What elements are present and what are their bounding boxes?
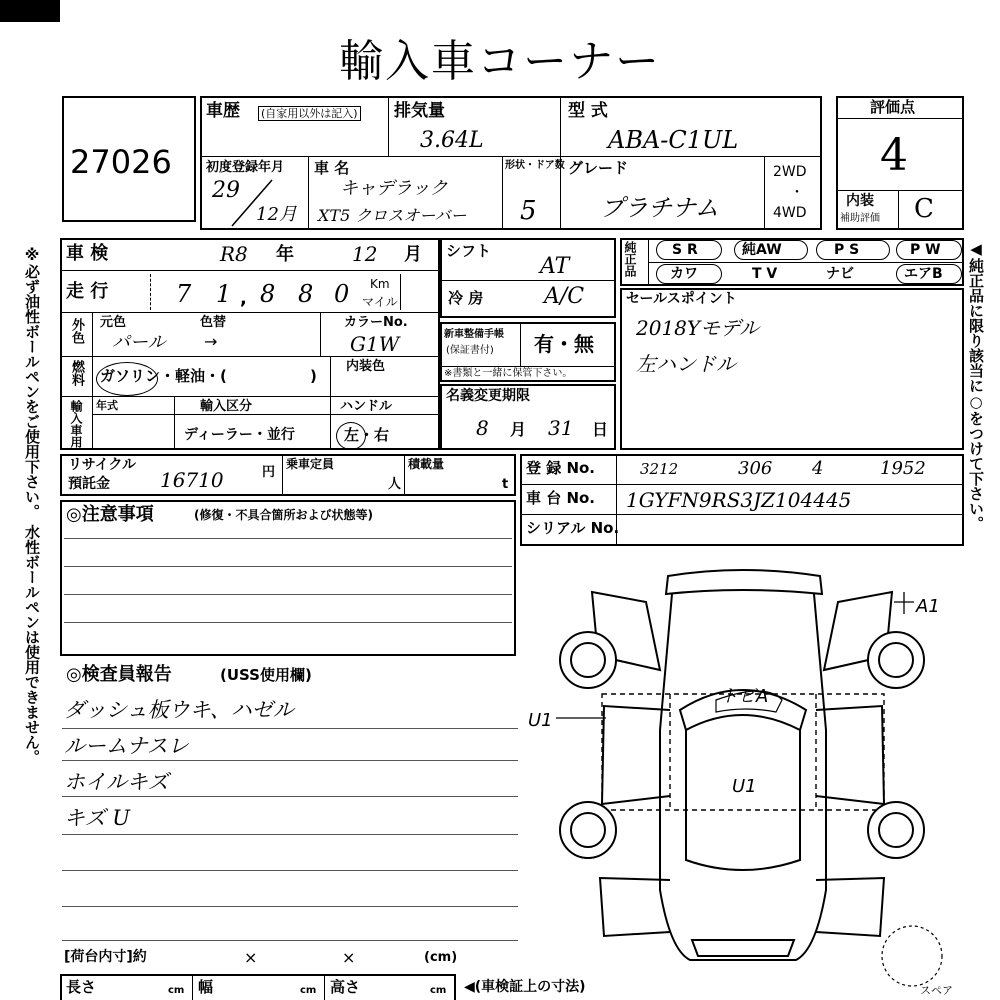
mileage-digit-5: 0 <box>334 280 350 308</box>
mileage-digit-2: 1 <box>216 280 232 308</box>
first-reg-year: 29 <box>212 178 240 203</box>
exterior-color-value: パール <box>112 332 166 353</box>
model-type-value: ABA-C1UL <box>608 126 739 154</box>
dims-block <box>60 974 456 1000</box>
mark-u1-roof: U1 <box>732 776 757 797</box>
dims-height-unit: cm <box>430 985 447 996</box>
record-book-note: ※書類と一緒に保管下さい。 <box>444 368 573 379</box>
name-change-month: 月 <box>510 420 527 439</box>
page-title: 輸入車コーナー <box>339 36 661 87</box>
equip-aw-label: 純AW <box>742 242 782 258</box>
exterior-arrow: → <box>204 332 218 351</box>
wheels <box>560 632 924 858</box>
equip-navi-label: ナビ <box>826 266 854 282</box>
handle-circle <box>336 422 366 450</box>
fuel-label: 燃料 <box>69 360 84 386</box>
mileage-digit-1: 7 <box>176 280 192 308</box>
mileage-unit-km: Km <box>370 277 390 291</box>
displacement-label: 排気量 <box>394 101 445 121</box>
mileage-unit-mile: マイル <box>362 295 398 309</box>
exterior-orig-label: 元色 <box>100 315 127 330</box>
name-change-day: 日 <box>592 420 609 439</box>
record-book-label: 新車整備手帳 <box>444 329 504 340</box>
registration-part1: 3212 <box>640 460 679 478</box>
car-outline <box>592 570 892 960</box>
registration-part2: 306 <box>738 458 773 479</box>
inspector-line-4: キズ U <box>64 806 130 830</box>
spare-label: スペア <box>920 984 953 996</box>
name-change-month-value: 8 <box>476 416 489 440</box>
name-change-label: 名義変更期限 <box>446 388 530 404</box>
inspection-month: 月 <box>404 244 422 265</box>
dims-length-unit: cm <box>168 985 185 996</box>
caution-label: ◎注意事項 <box>66 504 154 525</box>
load-label: 積載量 <box>408 457 445 471</box>
doors-label: 形状・ドア数 <box>505 160 565 171</box>
drive-dot: ・ <box>790 185 804 201</box>
side-note-left: ※必ず油性ボールペンをご使用下さい。 水性ボールペンは使用できません。 <box>23 246 41 765</box>
dims-height: 高さ <box>330 978 361 996</box>
doors-value: 5 <box>520 196 537 226</box>
sales-point-line1: 2018Yモデル <box>636 316 760 340</box>
registration-mark <box>0 0 60 22</box>
equip-pw-label: P W <box>910 242 941 258</box>
equipment-title: 純正品 <box>623 241 637 277</box>
mileage-digit-3: 8 <box>260 280 276 308</box>
spare-wheel <box>882 926 942 986</box>
history-label: 車歴 <box>206 101 240 121</box>
mark-windshield: トビA <box>720 686 769 707</box>
inspection-label: 車 検 <box>66 243 109 264</box>
first-reg-label: 初度登録年月 <box>206 160 285 175</box>
recycle-label-2: 預託金 <box>68 476 110 492</box>
import-year-label: 年式 <box>96 399 118 412</box>
inspection-era: R8 <box>220 242 248 266</box>
name-change-day-value: 31 <box>548 416 574 440</box>
dims-width: 幅 <box>198 978 214 996</box>
capacity-unit: 人 <box>388 477 402 492</box>
first-reg-month: 12月 <box>256 204 297 225</box>
mileage-label: 走 行 <box>66 281 109 302</box>
registration-part4: 1952 <box>880 458 926 479</box>
load-unit: t <box>502 477 509 492</box>
equip-ps-label: P S <box>834 242 860 258</box>
cargo-label: [荷台内寸]約 <box>64 949 147 965</box>
inspector-line-3: ホイルキズ <box>64 770 169 794</box>
car-name-line2: XT5 クロスオーバー <box>318 206 467 225</box>
lot-number-box <box>62 96 196 222</box>
mileage-comma: , <box>240 288 247 309</box>
drive-4wd: 4WD <box>773 205 807 221</box>
dims-width-unit: cm <box>300 985 317 996</box>
mark-a1: A1 <box>916 596 940 617</box>
exterior-color-label: 外色 <box>69 318 84 344</box>
mileage-digit-4: 8 <box>298 280 314 308</box>
aircon-label: 冷 房 <box>448 289 484 307</box>
fuel-close: ) <box>310 367 317 385</box>
displacement-value: 3.64L <box>420 128 484 153</box>
inspector-line-2: ルームナスレ <box>64 734 189 758</box>
interior-color-label: 内装色 <box>346 359 386 374</box>
shift-label: シフト <box>446 242 492 260</box>
interior-label: 内装 <box>846 193 874 209</box>
car-name-label: 車 名 <box>314 159 350 177</box>
fuel-circle <box>96 362 158 396</box>
recycle-label-1: リサイクル <box>68 457 137 473</box>
dims-note: ◀(車検証上の寸法) <box>464 979 586 995</box>
rating-label: 評価点 <box>870 98 916 116</box>
inspector-note: (USS使用欄) <box>220 666 312 684</box>
chassis-value: 1GYFN9RS3JZ104445 <box>626 488 852 512</box>
recycle-unit: 円 <box>262 465 276 480</box>
mark-u1-left: U1 <box>528 710 553 731</box>
cargo-x2: × <box>342 948 356 967</box>
grade-label: グレード <box>568 159 629 177</box>
recycle-value: 16710 <box>160 468 224 492</box>
inspector-line-1: ダッシュ板ウキ、ハゼル <box>64 698 294 722</box>
caution-note: (修復・不具合箇所および状態等) <box>194 508 373 522</box>
lot-number: 27026 <box>70 143 172 181</box>
import-type-label: 輸入区分 <box>200 399 253 414</box>
import-type-value: ディーラー・並行 <box>184 427 295 443</box>
dims-length: 長さ <box>66 978 97 996</box>
equip-sr-label: S R <box>672 242 698 258</box>
interior-sub: 補助評価 <box>840 213 880 224</box>
cargo-x1: × <box>244 948 258 967</box>
equip-leather-label: カワ <box>670 266 698 282</box>
inspection-year: 年 <box>276 244 294 265</box>
exterior-repaint-label: 色替 <box>200 315 227 330</box>
rating-value: 4 <box>880 130 908 181</box>
shift-value: AT <box>540 254 570 279</box>
sales-point-line2: 左ハンドル <box>636 352 736 376</box>
interior-value: C <box>914 194 934 224</box>
fuel-options: ガソリン・軽油・( <box>100 367 227 385</box>
color-no-label: カラーNo. <box>344 315 408 330</box>
cargo-unit: (cm) <box>424 950 458 965</box>
sales-point-label: セールスポイント <box>626 291 737 307</box>
grade-value: プラチナム <box>600 194 719 222</box>
registration-label: 登 録 No. <box>526 459 596 477</box>
drive-2wd: 2WD <box>773 164 807 180</box>
equip-tv-label: T V <box>752 266 778 282</box>
handle-label: ハンドル <box>340 399 393 414</box>
aircon-value: A/C <box>544 284 585 309</box>
inspector-label: ◎検査員報告 <box>66 664 172 685</box>
history-note: (自家用以外は記入) <box>258 106 361 121</box>
record-book-value: 有・無 <box>534 332 594 356</box>
car-name-line1: キャデラック <box>340 178 448 199</box>
capacity-label: 乗車定員 <box>286 457 335 471</box>
side-note-right: ◀純正品に限り該当に○をつけて下さい。 <box>967 240 985 531</box>
handle-value: 左・右 <box>344 426 390 444</box>
car-damage-diagram <box>520 560 964 996</box>
chassis-label: 車 台 No. <box>526 489 596 507</box>
color-no-value: G1W <box>350 332 400 356</box>
record-book-sub: (保証書付) <box>446 345 494 356</box>
serial-label: シリアル No. <box>526 519 620 537</box>
model-type-label: 型 式 <box>568 101 608 121</box>
registration-part3: 4 <box>812 458 824 479</box>
equip-airbag-label: エアB <box>904 266 943 282</box>
import-label: 輸入車用 <box>69 400 83 448</box>
inspection-month-value: 12 <box>352 242 378 266</box>
